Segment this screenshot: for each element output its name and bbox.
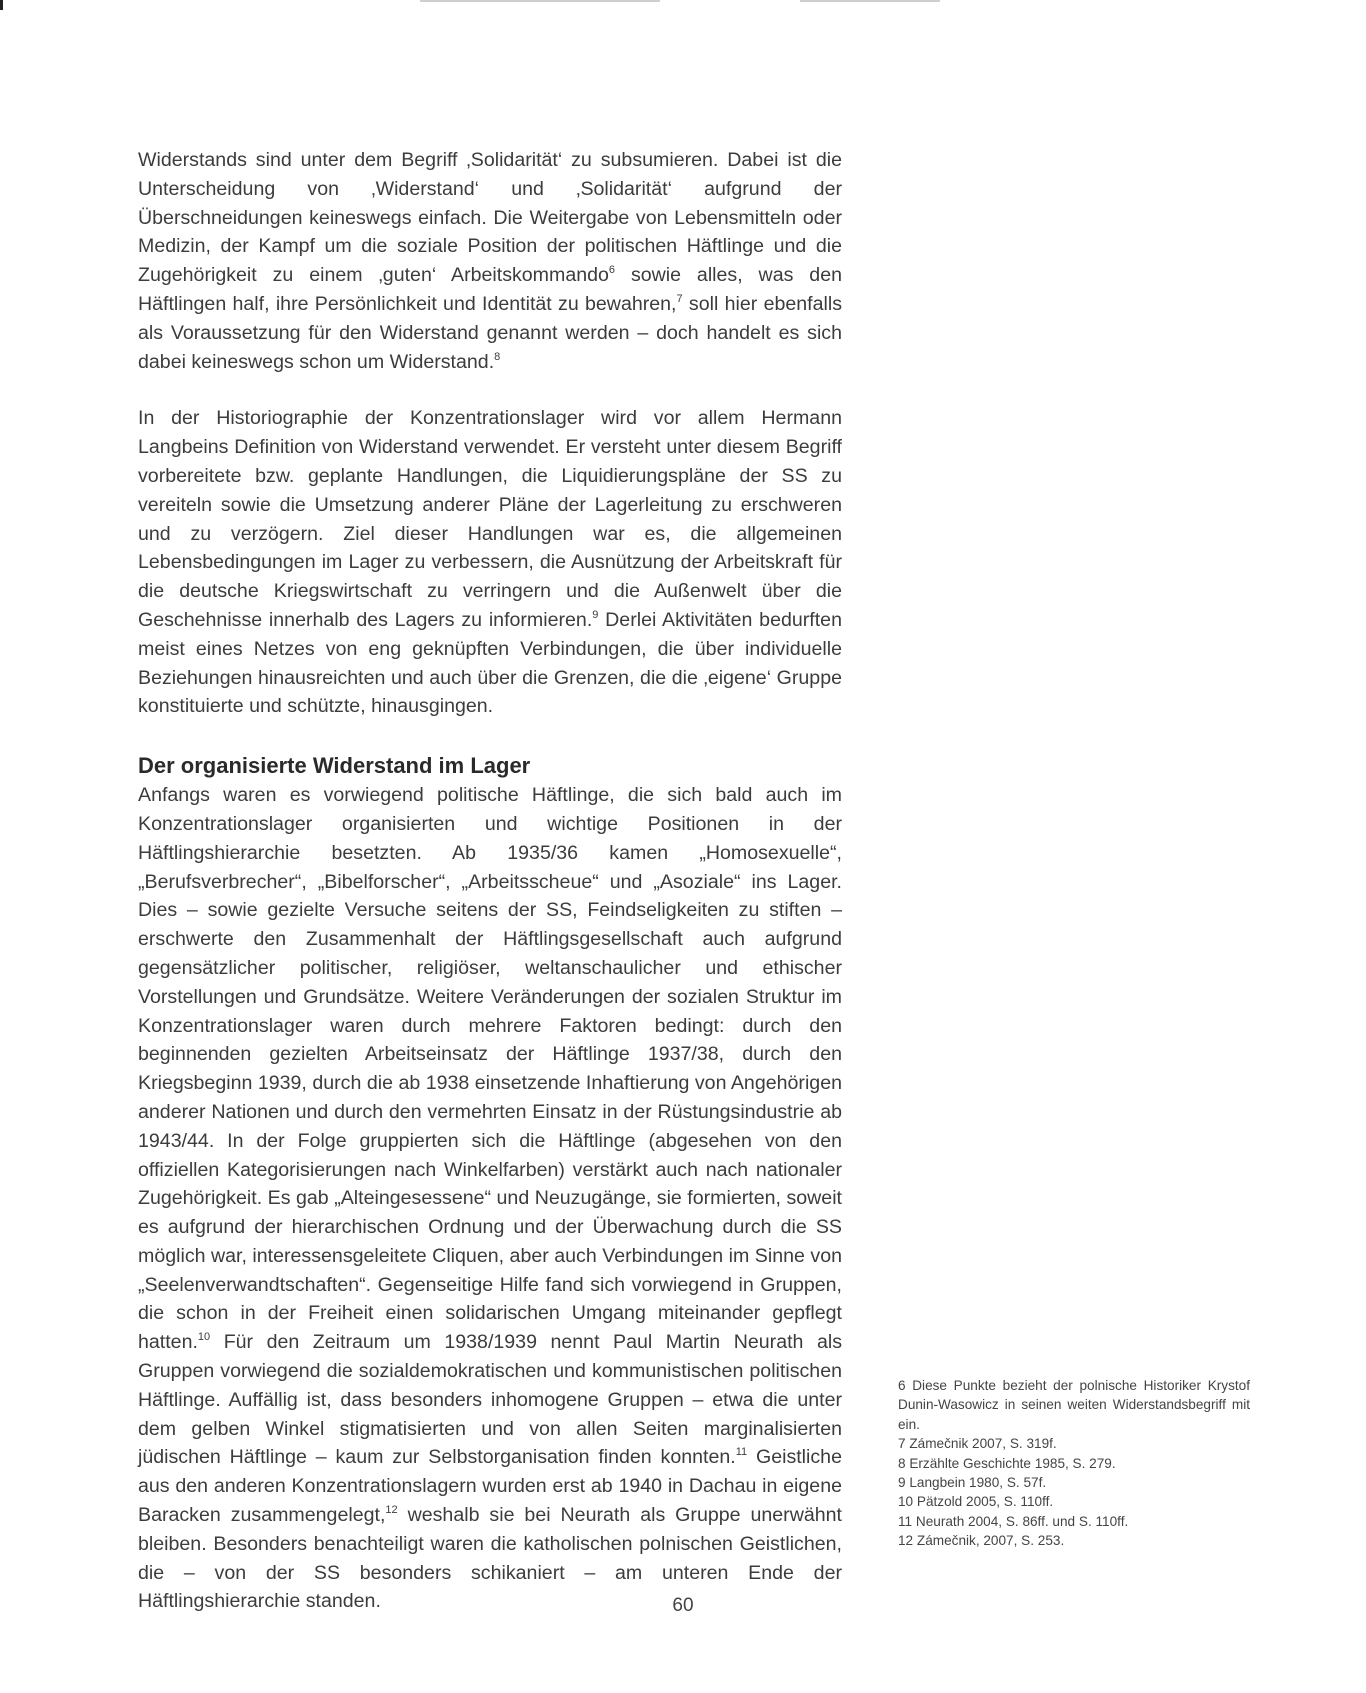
footnote: 10 Pätzold 2005, S. 110ff. xyxy=(898,1494,1054,1510)
footnote-marker: 11 xyxy=(735,1446,748,1459)
scan-edge-mark xyxy=(0,0,3,10)
page-number: 60 xyxy=(672,1595,694,1616)
body-paragraph xyxy=(138,781,842,1616)
footnote: 12 Zámečnik, 2007, S. 253. xyxy=(898,1533,1065,1549)
footnote: 7 Zámečnik 2007, S. 319f. xyxy=(898,1436,1057,1452)
footnote: 9 Langbein 1980, S. 57f. xyxy=(898,1475,1047,1491)
paragraph-text: Für den Zeitraum um 1938/1939 nennt Paul Martin Neurath als Gruppen vorwiegend die sozialdemokratischen und kommunistischen politischen Häftlinge. Auffällig ist, dass besonders inhomogene Gruppen – etwa die unter dem gelben Winkel stigmatisierten und von allen Seiten marginalisierten jüdischen Häftlinge – kaum zur Selbstorganisation finden konnten. xyxy=(138,1331,842,1469)
paragraph-text: Derlei Aktivitäten bedurften meist eines Netzes von eng geknüpften Verbindungen, die über individuelle Beziehungen hinausreichten und auch über die Grenzen, die die ‚eigene‘ Gruppe konstituierte und schützte, hinausgingen. xyxy=(138,608,842,718)
body-paragraph xyxy=(138,404,842,721)
paragraph-text: Widerstands sind unter dem Begriff ‚Solidarität‘ zu subsumieren. Dabei ist die Unterscheidung von ‚Widerstand‘ und ‚Solidarität‘ aufgrund der Überschneidungen keineswegs einfach. Die Weitergabe von Lebensmitteln oder Medizin, der Kampf um die soziale Position der politischen Häftlinge und die Zugehörigkeit zu einem ‚guten‘ Arbeitskommando xyxy=(138,149,842,287)
paragraph-text: soll hier ebenfalls als Voraussetzung für den Widerstand genannt werden – doch handelt es sich dabei keineswegs schon um Widerstand. xyxy=(138,292,842,373)
footnote: 8 Erzählte Geschichte 1985, S. 279. xyxy=(898,1455,1116,1471)
paragraph-text: sowie alles, was den Häftlingen half, ihre Persönlichkeit und Identität zu bewahren, xyxy=(138,264,842,315)
footnote-marker: 6 xyxy=(608,264,616,277)
scan-top-line xyxy=(800,0,940,2)
scan-top-line xyxy=(420,0,660,2)
paragraph-text: Geistliche aus den anderen Konzentrationslagern wurden erst ab 1940 in Dachau in eigene Baracken zusammengelegt, xyxy=(138,1446,842,1527)
footnote: 6 Diese Punkte bezieht der polnische Historiker Krystof Dunin-Wasowicz in seinen weiten Widerstandsbegriff mit ein. xyxy=(898,1378,1250,1432)
paragraph-text: In der Historiographie der Konzentrationslager wird vor allem Hermann Langbeins Definition von Widerstand verwendet. Er versteht unter diesem Begriff vorbereitete bzw. geplante Handlungen, die Liquidierungspläne der SS zu vereiteln sowie die Umsetzung anderer Pläne der Lagerleitung zu erschweren und zu verzögern. Ziel dieser Handlungen war es, die allgemeinen Lebensbedingungen im Lager zu verbessern, die Ausnützung der Arbeitskraft für die deutsche Kriegswirtschaft zu verringern und die Außenwelt über die Geschehnisse innerhalb des Lagers zu informieren. xyxy=(138,407,842,631)
main-text-column xyxy=(138,146,842,1616)
footnote-marker: 9 xyxy=(592,608,599,621)
footnote-marker: 7 xyxy=(676,292,683,305)
footnote-marker: 12 xyxy=(385,1504,398,1517)
footnote-marker: 8 xyxy=(494,350,501,363)
paragraph-text: weshalb sie bei Neurath als Gruppe unerwähnt bleiben. Besonders benachteiligt waren die katholischen polnischen Geistlichen, die – von der SS besonders schikaniert – am unteren Ende der Häftlingshierarchie standen. xyxy=(138,1504,842,1613)
footnotes xyxy=(898,1376,1250,1551)
paragraph-text: Anfangs waren es vorwiegend politische Häftlinge, die sich bald auch im Konzentrationslager organisierten und wichtige Positionen in der Häftlingshierarchie besetzten. Ab 1935/36 kamen „Homosexuelle“, „Berufsverbrecher“, „Bibelforscher“, „Arbeitsscheue“ und „Asoziale“ ins Lager. Dies – sowie gezielte Versuche seitens der SS, Feindseligkeiten zu stiften – erschwerte den Zusammenhalt der Häftlingsgesellschaft auch aufgrund gegensätzlicher politischer, religiöser, weltanschaulicher und ethischer Vorstellungen und Grundsätze. Weitere Veränderungen der sozialen Struktur im Konzentrationslager waren durch mehrere Faktoren bedingt: durch den beginnenden gezielten Arbeitseinsatz der Häftlinge 1937/38, durch den Kriegsbeginn 1939, durch die ab 1938 einsetzende Inhaftierung von Angehörigen anderer Nationen und durch den vermehrten Einsatz in der Rüstungsindustrie ab 1943/44. In der Folge gruppierten sich die Häftlinge (abgesehen von den offiziellen Kategorisierungen nach Winkelfarben) verstärkt auch nach nationaler Zugehörigkeit. Es gab „Alteingesessene“ und Neuzugänge, sie formierten, soweit es aufgrund der hierarchischen Ordnung und der Überwachung durch die SS möglich war, interessensgeleitete Cliquen, aber auch Verbindungen im Sinne von „Seelenverwandtschaften“. Gegenseitige Hilfe fand sich vorwiegend in Gruppen, die schon in der Freiheit einen solidarischen Umgang miteinander gepflegt hatten. xyxy=(138,784,842,1354)
footnote-marker: 10 xyxy=(197,1331,211,1344)
section-heading: Der organisierte Widerstand im Lager xyxy=(138,753,531,779)
body-paragraph xyxy=(138,146,842,376)
footnote: 11 Neurath 2004, S. 86ff. und S. 110ff. xyxy=(898,1513,1129,1529)
